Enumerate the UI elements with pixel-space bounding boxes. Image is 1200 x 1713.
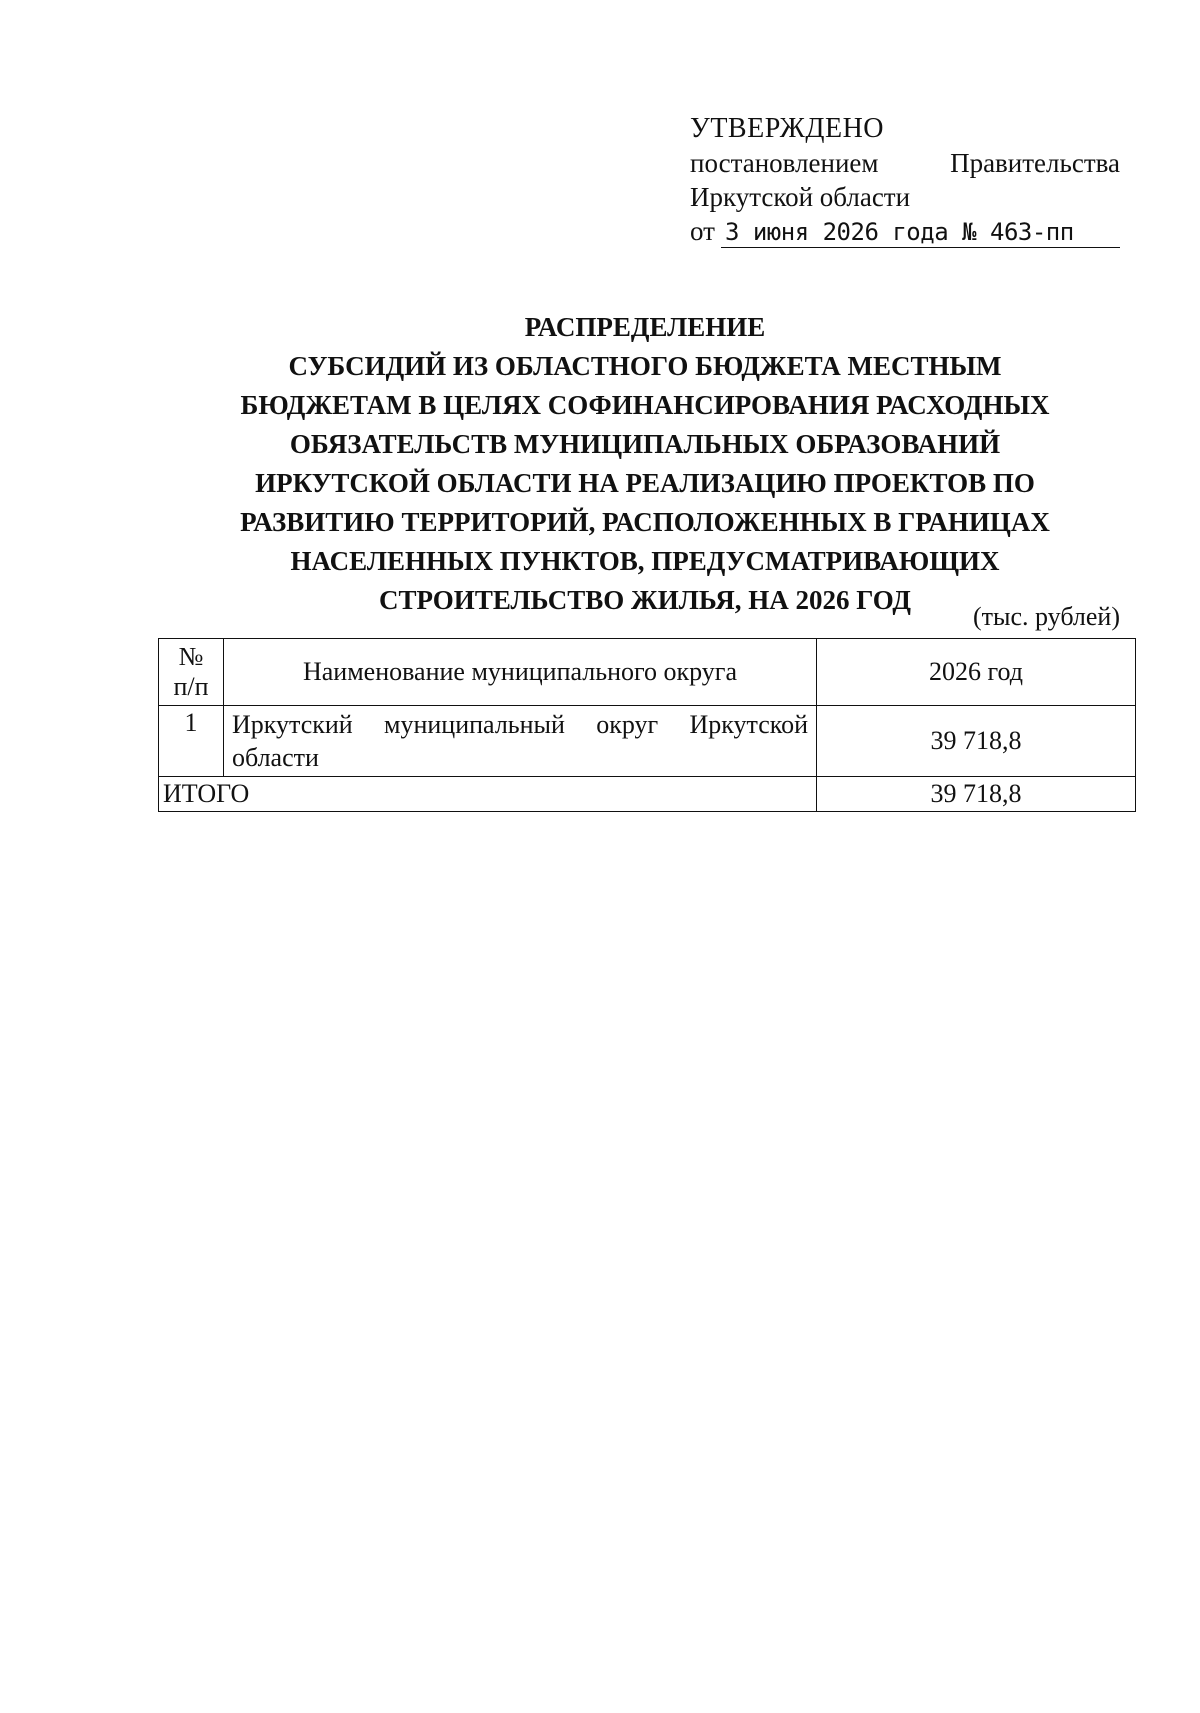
- government-label: Правительства: [950, 148, 1120, 178]
- header-year: 2026 год: [817, 639, 1136, 706]
- distribution-table: [158, 638, 1136, 812]
- region-label: Иркутской области: [690, 182, 911, 212]
- header-number: [159, 639, 224, 706]
- header-name: Наименование муниципального округа: [224, 639, 817, 706]
- table-row: [159, 706, 1136, 777]
- date-line: [690, 214, 1120, 248]
- row-value: 39 718,8: [817, 706, 1136, 777]
- title-line: НАСЕЛЕННЫХ ПУНКТОВ, ПРЕДУСМАТРИВАЮЩИХ: [290, 546, 1000, 576]
- title-line: ИРКУТСКОЙ ОБЛАСТИ НА РЕАЛИЗАЦИЮ ПРОЕКТОВ ПО: [255, 468, 1035, 498]
- table-header-row: [159, 639, 1136, 706]
- total-value: 39 718,8: [817, 777, 1136, 812]
- title-line: СУБСИДИЙ ИЗ ОБЛАСТНОГО БЮДЖЕТА МЕСТНЫМ: [288, 351, 1002, 381]
- header-number-sign: №: [178, 642, 204, 671]
- resolution-line: [690, 146, 1120, 180]
- title-line: РАЗВИТИЮ ТЕРРИТОРИЙ, РАСПОЛОЖЕННЫХ В ГРАНИЦАХ: [240, 507, 1050, 537]
- resolution-label: постановлением: [690, 148, 879, 178]
- header-number-abbr: п/п: [173, 672, 209, 701]
- table-total-row: [159, 777, 1136, 812]
- approval-stamp: [690, 112, 1120, 248]
- total-label: ИТОГО: [159, 777, 817, 812]
- title-line: ОБЯЗАТЕЛЬСТВ МУНИЦИПАЛЬНЫХ ОБРАЗОВАНИЙ: [289, 429, 1001, 459]
- row-name: Иркутский муниципальный округ Иркутской области: [224, 706, 817, 777]
- title-line: СТРОИТЕЛЬСТВО ЖИЛЬЯ, НА 2026 ГОД: [378, 585, 912, 615]
- title-line: БЮДЖЕТАМ В ЦЕЛЯХ СОФИНАНСИРОВАНИЯ РАСХОДНЫХ: [240, 390, 1050, 420]
- row-number: 1: [159, 706, 224, 777]
- date-prefix: от: [690, 216, 715, 246]
- units-label: (тыс. рублей): [972, 602, 1120, 631]
- title-line: РАСПРЕДЕЛЕНИЕ: [524, 312, 766, 342]
- document-title: [150, 308, 1140, 620]
- resolution-date-number: 3 июня 2026 года № 463-пп: [721, 217, 1120, 248]
- approved-label: УТВЕРЖДЕНО: [690, 113, 885, 144]
